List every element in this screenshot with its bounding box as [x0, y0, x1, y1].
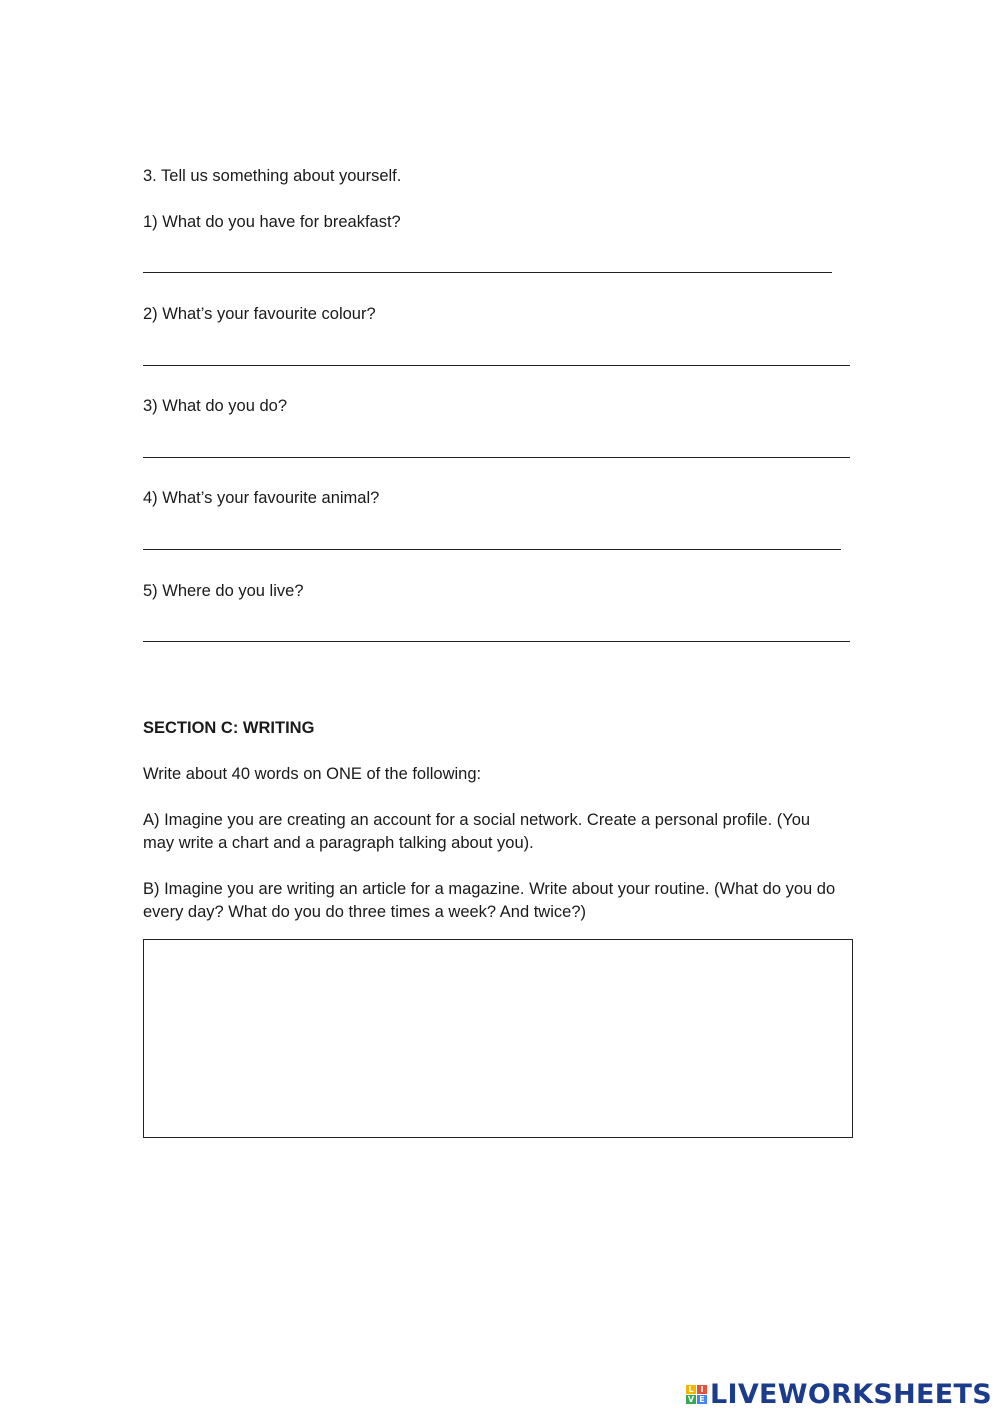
- answer-line-5[interactable]: [143, 641, 850, 642]
- question-3: 3) What do you do?: [143, 397, 288, 415]
- question-5: 5) Where do you live?: [143, 582, 304, 600]
- liveworksheets-logo: [686, 1376, 992, 1412]
- writing-instruction: Write about 40 words on ONE of the following:: [143, 765, 482, 783]
- logo-block: V: [687, 1394, 695, 1404]
- logo-blocks-icon: [686, 1385, 707, 1404]
- answer-line-4[interactable]: [143, 549, 841, 550]
- logo-block: E: [697, 1395, 707, 1404]
- answer-line-1[interactable]: [143, 272, 832, 273]
- writing-answer-box[interactable]: [143, 939, 853, 1138]
- question-2: 2) What’s your favourite colour?: [143, 305, 376, 323]
- writing-option-b: B) Imagine you are writing an article for a magazine. Write about your routine. (What do you do every day? What do you do three times a week? And twice?): [143, 880, 836, 921]
- section-heading: 3. Tell us something about yourself.: [143, 167, 402, 185]
- section-c-title: SECTION C: WRITING: [143, 719, 315, 737]
- writing-option-a: A) Imagine you are creating an account for a social network. Create a personal profile. (You may write a chart and a paragraph talking about you).: [143, 811, 811, 852]
- question-1: 1) What do you have for breakfast?: [143, 213, 401, 231]
- answer-line-3[interactable]: [143, 457, 850, 458]
- logo-text: LIVEWORKSHEETS: [709, 1378, 992, 1410]
- answer-line-2[interactable]: [143, 365, 850, 366]
- logo-block: I: [697, 1385, 707, 1394]
- question-4: 4) What’s your favourite animal?: [143, 489, 380, 507]
- logo-block: L: [686, 1385, 696, 1394]
